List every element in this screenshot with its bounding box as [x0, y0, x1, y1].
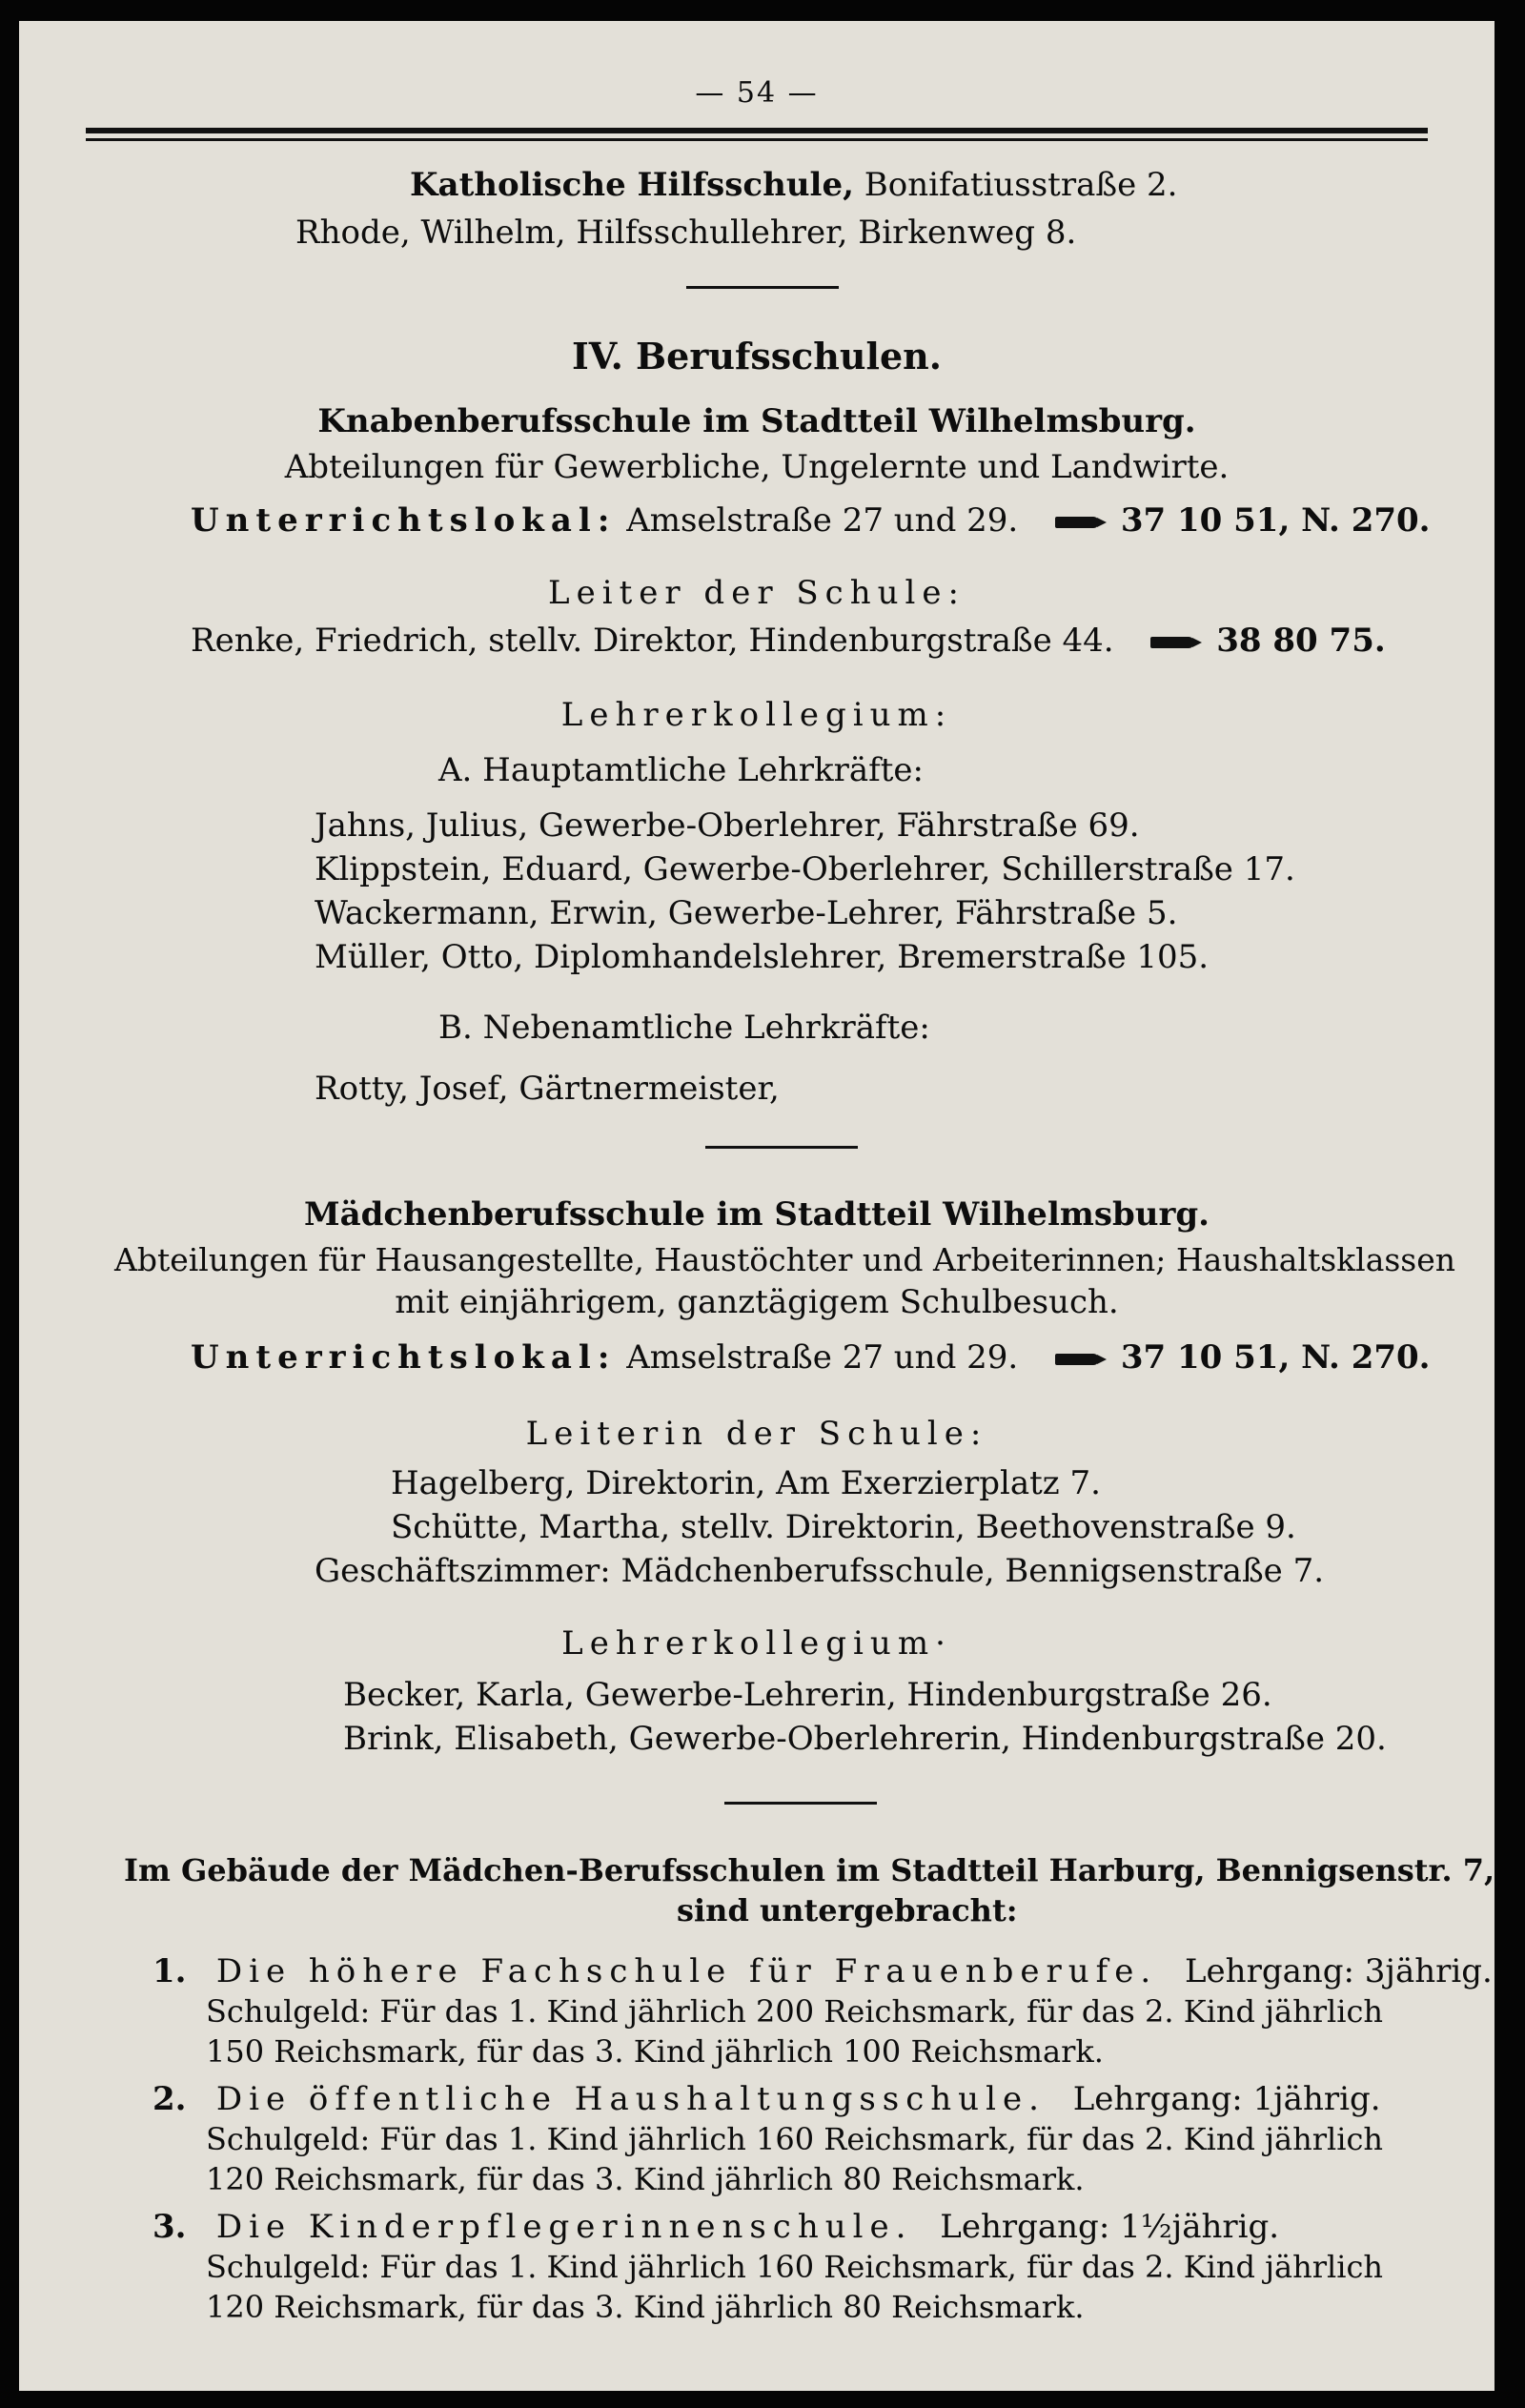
harburg-item	[152, 2078, 1381, 2120]
section-divider	[705, 1146, 858, 1149]
item-fee: Schulgeld: Für das 1. Kind jährlich 160 Reichsmark, für das 2. Kind jährlich	[206, 2249, 1384, 2285]
item-number: 2.	[152, 2080, 187, 2118]
staff-entry: Klippstein, Eduard, Gewerbe-Oberlehrer, Schillerstraße 17.	[315, 850, 1295, 888]
boys-location: Amselstraße 27 und 29.	[626, 501, 1019, 540]
item-course: Lehrgang: 1jährig.	[1072, 2080, 1381, 2118]
boys-location-line	[191, 500, 1431, 541]
girls-head-entry: Hagelberg, Direktorin, Am Exerzierplatz 7.	[391, 1464, 1101, 1502]
section-divider	[724, 1802, 877, 1805]
page-number: — 54 —	[695, 76, 819, 110]
catholic-school-teacher: Rhode, Wilhelm, Hilfsschullehrer, Birkenweg 8.	[295, 214, 1077, 252]
section-heading: IV. Berufsschulen.	[571, 335, 942, 378]
harburg-item	[152, 1950, 1493, 1992]
telephone-icon	[1055, 517, 1099, 528]
item-fee-cont: 150 Reichsmark, für das 3. Kind jährlich 100 Reichsmark.	[206, 2033, 1104, 2070]
girls-location-line	[191, 1337, 1431, 1378]
staff-entry: Jahns, Julius, Gewerbe-Oberlehrer, Fährstraße 69.	[315, 806, 1140, 845]
boys-head-line	[191, 620, 1386, 662]
girls-school-departments-cont: mit einjährigem, ganztägigem Schulbesuch.	[395, 1283, 1119, 1321]
girls-school-departments: Abteilungen für Hausangestellte, Haustöchter und Arbeiterinnen; Haushaltsklassen	[114, 1241, 1456, 1278]
girls-office: Geschäftszimmer: Mädchenberufsschule, Bennigsenstraße 7.	[315, 1552, 1325, 1590]
catholic-school-title: Katholische Hilfsschule,	[410, 166, 854, 204]
boys-school-title: Knabenberufsschule im Stadtteil Wilhelmsburg.	[317, 402, 1196, 440]
item-number: 1.	[152, 1952, 187, 1990]
item-course: Lehrgang: 3jährig.	[1184, 1952, 1493, 1990]
item-number: 3.	[152, 2208, 187, 2246]
section-divider	[686, 286, 839, 289]
item-fee-cont: 120 Reichsmark, für das 3. Kind jährlich 80 Reichsmark.	[206, 2289, 1085, 2325]
girls-head-label: Leiterin der Schule:	[525, 1415, 988, 1453]
item-school: Die öffentliche Haushaltungsschule.	[215, 2080, 1046, 2118]
catholic-school-address: Bonifatiusstraße 2.	[864, 166, 1178, 204]
item-school: Die Kinderpflegerinnenschule.	[215, 2208, 913, 2246]
harburg-title-cont: sind untergebracht:	[677, 1892, 1018, 1928]
harburg-item	[152, 2206, 1279, 2248]
part-time-label: B. Nebenamtliche Lehrkräfte:	[438, 1009, 930, 1047]
boys-location-label: Unterrichtslokal:	[191, 501, 617, 540]
staff-entry: Becker, Karla, Gewerbe-Lehrerin, Hindenburgstraße 26.	[343, 1676, 1272, 1714]
item-school: Die höhere Fachschule für Frauenberufe.	[215, 1952, 1158, 1990]
girls-location-label: Unterrichtslokal:	[191, 1338, 617, 1377]
catholic-school-line	[410, 164, 1177, 206]
item-fee-cont: 120 Reichsmark, für das 3. Kind jährlich 80 Reichsmark.	[206, 2161, 1085, 2197]
boys-staff-label: Lehrerkollegium:	[560, 696, 953, 734]
girls-head-entry: Schütte, Martha, stellv. Direktorin, Beethovenstraße 9.	[391, 1508, 1296, 1546]
header-rule	[86, 128, 1428, 141]
item-course: Lehrgang: 1½jährig.	[940, 2208, 1280, 2246]
staff-entry: Wackermann, Erwin, Gewerbe-Lehrer, Fährstraße 5.	[315, 894, 1178, 932]
girls-phone: 37 10 51, N. 270.	[1120, 1338, 1431, 1377]
full-time-label: A. Hauptamtliche Lehrkräfte:	[438, 751, 925, 789]
boys-head-label: Leiter der Schule:	[548, 574, 966, 612]
staff-entry: Rotty, Josef, Gärtnermeister,	[315, 1070, 780, 1108]
staff-entry: Müller, Otto, Diplomhandelslehrer, Bremerstraße 105.	[315, 938, 1210, 976]
boys-head-phone: 38 80 75.	[1216, 622, 1386, 660]
item-fee: Schulgeld: Für das 1. Kind jährlich 160 Reichsmark, für das 2. Kind jährlich	[206, 2121, 1384, 2157]
girls-staff-label: Lehrerkollegium·	[561, 1624, 952, 1663]
telephone-icon	[1150, 637, 1194, 648]
harburg-title: Im Gebäude der Mädchen-Berufsschulen im Stadtteil Harburg, Bennigsenstr. 7,	[124, 1852, 1495, 1888]
telephone-icon	[1055, 1354, 1099, 1365]
girls-school-title: Mädchenberufsschule im Stadtteil Wilhelmsburg.	[303, 1195, 1210, 1234]
girls-location: Amselstraße 27 und 29.	[626, 1338, 1019, 1377]
boys-head: Renke, Friedrich, stellv. Direktor, Hindenburgstraße 44.	[191, 622, 1114, 660]
document-page	[19, 21, 1494, 2391]
staff-entry: Brink, Elisabeth, Gewerbe-Oberlehrerin, Hindenburgstraße 20.	[343, 1720, 1387, 1758]
boys-school-departments: Abteilungen für Gewerbliche, Ungelernte und Landwirte.	[284, 448, 1230, 486]
boys-phone: 37 10 51, N. 270.	[1120, 501, 1431, 540]
item-fee: Schulgeld: Für das 1. Kind jährlich 200 Reichsmark, für das 2. Kind jährlich	[206, 1993, 1384, 2030]
